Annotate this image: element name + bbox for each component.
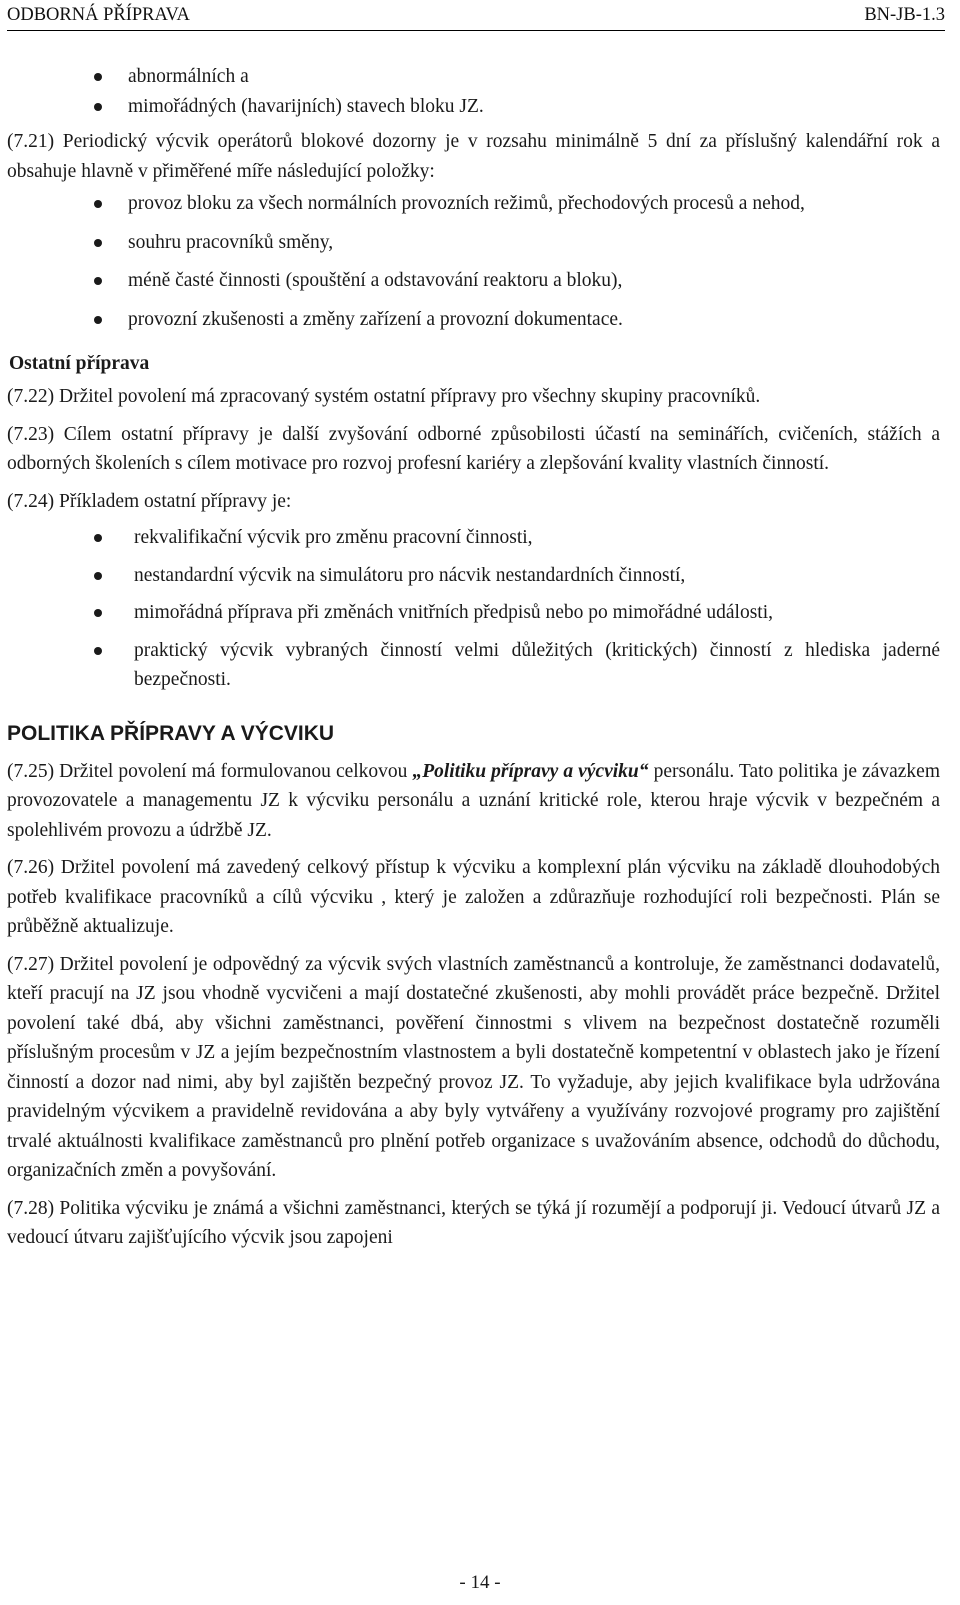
page-body bbox=[7, 62, 940, 1253]
header-doc-code: BN-JB-1.3 bbox=[864, 4, 945, 25]
list-item: nestandardní výcvik na simulátoru pro nácvik nestandardních činností, bbox=[7, 561, 940, 591]
page-header bbox=[7, 0, 945, 31]
paragraph-7-22: (7.22) Držitel povolení má zpracovaný systém ostatní přípravy pro všechny skupiny pracovníků. bbox=[7, 386, 761, 407]
policy-title-emphasis: „Politiku přípravy a výcviku“ bbox=[412, 760, 649, 782]
section-heading-other-training: Ostatní příprava bbox=[9, 353, 150, 374]
page-number: - 14 - bbox=[459, 1572, 501, 1593]
paragraph-7-27: (7.27) Držitel povolení je odpovědný za výcvik svých vlastních zaměstnanců a kontroluje, že zaměstnanci dodavatelů, kteří pracují na JZ jsou vhodně vycvičeni a mají dostatečné zkušenosti, aby mohli provádět práce bezpečně. Držitel povolení také dbá, aby všichni zaměstnanci, pověření činnostmi s vlivem na bezpečnost dostatečně rozuměli příslušným procesům v JZ a jejím bezpečnostním vlastnostem a byli dostatečně kompetentní v oblastech jako je řízení činností a dozor nad nimi, aby byl zajištěn bezpečný provoz JZ. To vyžaduje, aby jejich kvalifikace byla udržována pravidelným výcvikem a pravidelně revidována a aby byly vytvářeny a využívány rozvojové programy pro zajištění trvalé aktuálnosti kvalifikace zaměstnanců pro plnění potřeb organizace s uvažováním absence, odchodů do důchodu, organizačních změn a povyšování. bbox=[7, 953, 940, 1181]
list-item: méně časté činnosti (spouštění a odstavování reaktoru a bloku), bbox=[7, 266, 940, 296]
paragraph-7-21: (7.21) Periodický výcvik operátorů blokové dozorny je v rozsahu minimálně 5 dní za příslušný kalendářní rok a obsahuje hlavně v přiměřené míře následující položky: bbox=[7, 131, 940, 182]
list-item: praktický výcvik vybraných činností velmi důležitých (kritických) činností z hlediska jaderné bezpečnosti. bbox=[7, 636, 940, 695]
other-training-examples-list bbox=[7, 523, 940, 695]
paragraph-7-25-start: (7.25) Držitel povolení má formulovanou celkovou bbox=[7, 760, 413, 782]
paragraph-7-28: (7.28) Politika výcviku je známá a všichni zaměstnanci, kterých se týká jí rozumějí a podporují ji. Vedoucí útvarů JZ a vedoucí útvaru zajišťujícího výcvik jsou zapojeni bbox=[7, 1197, 940, 1248]
list-item: souhru pracovníků směny, bbox=[7, 228, 940, 258]
paragraph-7-24: (7.24) Příkladem ostatní přípravy je: bbox=[7, 490, 292, 512]
paragraph-7-25-end: personálu. Tato politika je závazkem provozovatele a managementu JZ k výcviku personálu a uznání kritické role, kterou hraje výcvik v bezpečném a spolehlivém provozu a údržbě JZ. bbox=[7, 760, 940, 841]
list-item: provozní zkušenosti a změny zařízení a provozní dokumentace. bbox=[7, 305, 940, 335]
paragraph-7-25 bbox=[7, 757, 940, 846]
list-item: rekvalifikační výcvik pro změnu pracovní činnosti, bbox=[7, 523, 940, 553]
list-item: provoz bloku za všech normálních provozních režimů, přechodových procesů a nehod, bbox=[7, 189, 940, 219]
list-item: mimořádných (havarijních) stavech bloku JZ. bbox=[7, 92, 940, 122]
paragraph-7-23: (7.23) Cílem ostatní přípravy je další zvyšování odborné způsobilosti účastí na seminářích, cvičeních, stážích a odborných školeních s cílem motivace pro rozvoj profesní kariéry a zlepšování kvality vlastních činností. bbox=[7, 423, 940, 474]
paragraph-7-26: (7.26) Držitel povolení má zavedený celkový přístup k výcviku a komplexní plán výcviku na základě dlouhodobých potřeb kvalifikace pracovníků a cílů výcviku , který je založen a zdůrazňuje rozhodující roli bezpečnosti. Plán se průběžně aktualizuje. bbox=[7, 857, 940, 937]
list-item: abnormálních a bbox=[7, 62, 940, 92]
section-heading-training-policy: POLITIKA PŘÍPRAVY A VÝCVIKU bbox=[7, 721, 335, 745]
header-section-title: ODBORNÁ PŘÍPRAVA bbox=[7, 4, 190, 25]
periodic-training-list bbox=[7, 189, 940, 334]
list-item: mimořádná příprava při změnách vnitřních předpisů nebo po mimořádné události, bbox=[7, 598, 940, 628]
continued-bullet-list bbox=[7, 62, 940, 121]
